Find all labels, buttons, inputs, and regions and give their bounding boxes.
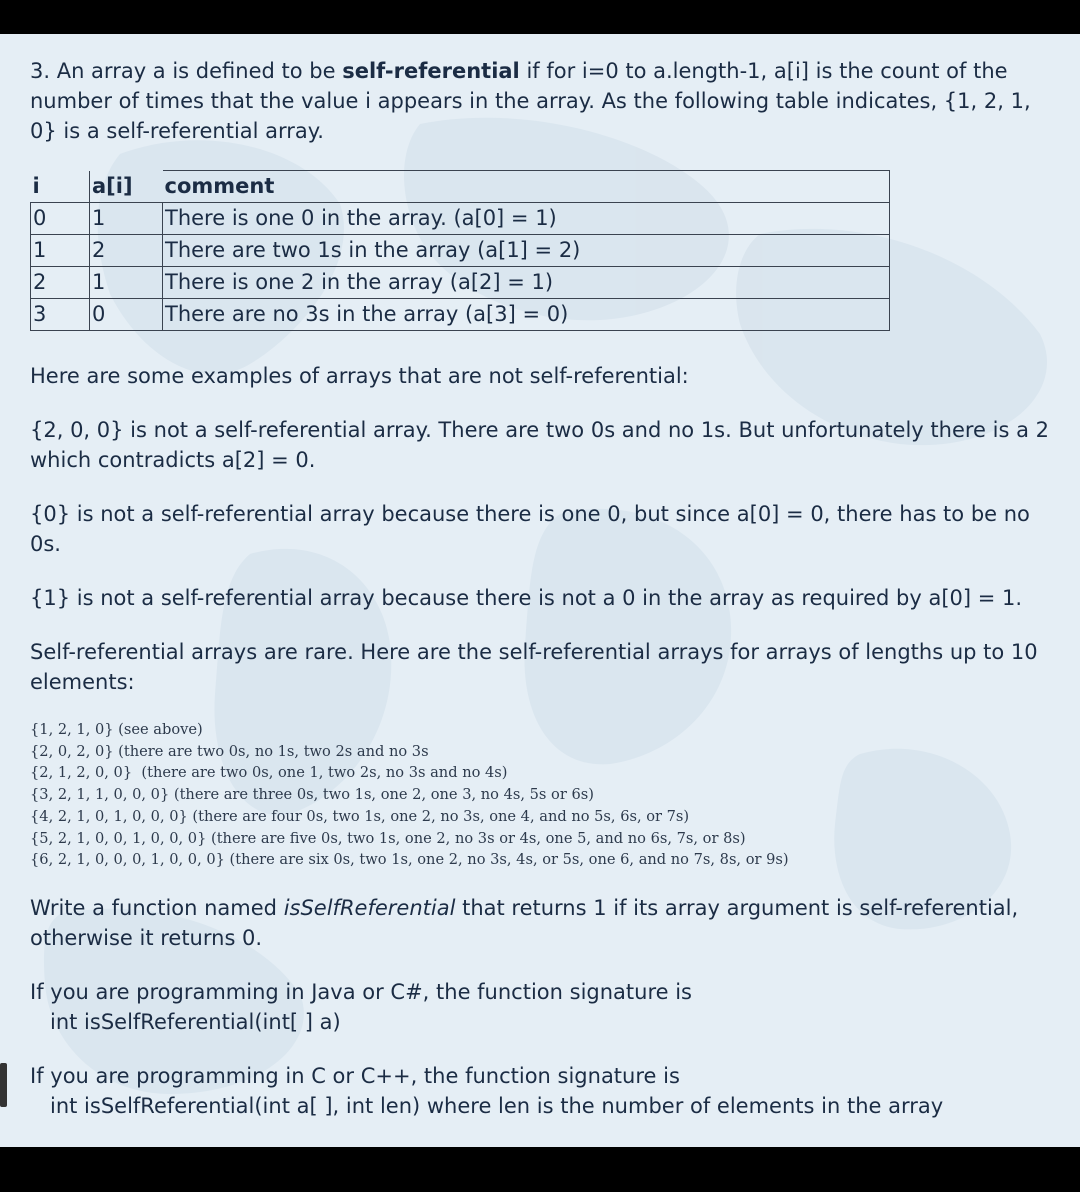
table-cell: There are no 3s in the array (a[3] = 0) (163, 299, 890, 331)
table-cell: 3 (31, 299, 90, 331)
table-header-row (31, 171, 890, 203)
table-cell: 0 (31, 203, 90, 235)
task-description (30, 893, 1060, 953)
table-cell: There is one 2 in the array (a[2] = 1) (163, 267, 890, 299)
top-black-bar (0, 0, 1080, 34)
table-cell: 1 (31, 235, 90, 267)
table-cell: 1 (90, 203, 163, 235)
list-item: {4, 2, 1, 0, 1, 0, 0, 0} (there are four 0s, two 1s, one 2, no 3s, one 4, and no 5s, 6s, or 7s) (30, 807, 690, 825)
list-item: {2, 0, 2, 0} (there are two 0s, no 1s, two 2s and no 3s (30, 742, 429, 760)
example-paragraph: {0} is not a self-referential array because there is one 0, but since a[0] = 0, there has to be no 0s. (30, 502, 1030, 556)
table-cell: 1 (90, 267, 163, 299)
table-header-cell: a[i] (90, 171, 163, 203)
rare-note: Self-referential arrays are rare. Here are the self-referential arrays for arrays of lengths up to 10 elements: (30, 640, 1038, 694)
intro-text-start: 3. An array a is defined to be (30, 59, 343, 83)
example-paragraph: {1} is not a self-referential array because there is not a 0 in the array as required by a[0] = 1. (30, 586, 1023, 610)
bottom-black-bar (0, 1147, 1080, 1192)
list-item: {6, 2, 1, 0, 0, 0, 1, 0, 0, 0} (there are six 0s, two 1s, one 2, no 3s, 4s, or 5s, one 6, and no 7s, 8s, or 9s) (30, 851, 789, 869)
example-paragraph: {2, 0, 0} is not a self-referential array. There are two 0s and no 1s. But unfortunately there is a 2 which contradicts a[2] = 0. (30, 418, 1049, 472)
table-cell: 2 (90, 235, 163, 267)
table-header-cell: i (31, 171, 90, 203)
table-header-cell: comment (163, 171, 890, 203)
java-signature: int isSelfReferential(int[ ] a) (50, 1009, 341, 1034)
problem-content (30, 56, 1060, 1121)
c-signature: int isSelfReferential(int a[ ], int len) where len is the number of elements in the array (50, 1093, 944, 1118)
function-name: isSelfReferential (283, 895, 456, 920)
intro-term-bold: self-referential (342, 59, 520, 83)
task-text-start: Write a function named (30, 895, 284, 920)
task-text-end: that returns 1 if its array argument is self-referential, otherwise it returns 0. (30, 895, 1019, 950)
table-cell: 0 (90, 299, 163, 331)
table-cell: 2 (31, 267, 90, 299)
java-signature-intro: If you are programming in Java or C#, the function signature is (30, 979, 692, 1004)
problem-page (0, 34, 1080, 1147)
c-signature-intro: If you are programming in C or C++, the function signature is (30, 1063, 680, 1088)
list-item: {1, 2, 1, 0} (see above) (30, 721, 203, 738)
example-table (30, 170, 890, 331)
list-item: {2, 1, 2, 0, 0} (there are two 0s, one 1, two 2s, no 3s and no 4s) (30, 764, 508, 782)
intro-text-end: if for i=0 to a.length-1, a[i] is the count of the number of times that the value i appears in the array. As the following table indicates, {1, 2, 1, 0} is a self-referential array. (30, 59, 1031, 143)
table-row (31, 299, 890, 331)
table-cell: There are two 1s in the array (a[1] = 2) (163, 235, 890, 267)
list-item: {5, 2, 1, 0, 0, 1, 0, 0, 0} (there are five 0s, two 1s, one 2, no 3s or 4s, one 5, and no 6s, 7s, or 8s) (30, 829, 746, 847)
self-referential-list (30, 719, 1060, 871)
table-cell: There is one 0 in the array. (a[0] = 1) (163, 203, 890, 235)
examples-heading: Here are some examples of arrays that are not self-referential: (30, 364, 689, 388)
problem-intro (30, 56, 1060, 146)
table-row (31, 203, 890, 235)
table-row (31, 235, 890, 267)
scroll-indicator (0, 1063, 7, 1107)
table-row (31, 267, 890, 299)
list-item: {3, 2, 1, 1, 0, 0, 0} (there are three 0s, two 1s, one 2, one 3, no 4s, 5s or 6s) (30, 786, 594, 804)
